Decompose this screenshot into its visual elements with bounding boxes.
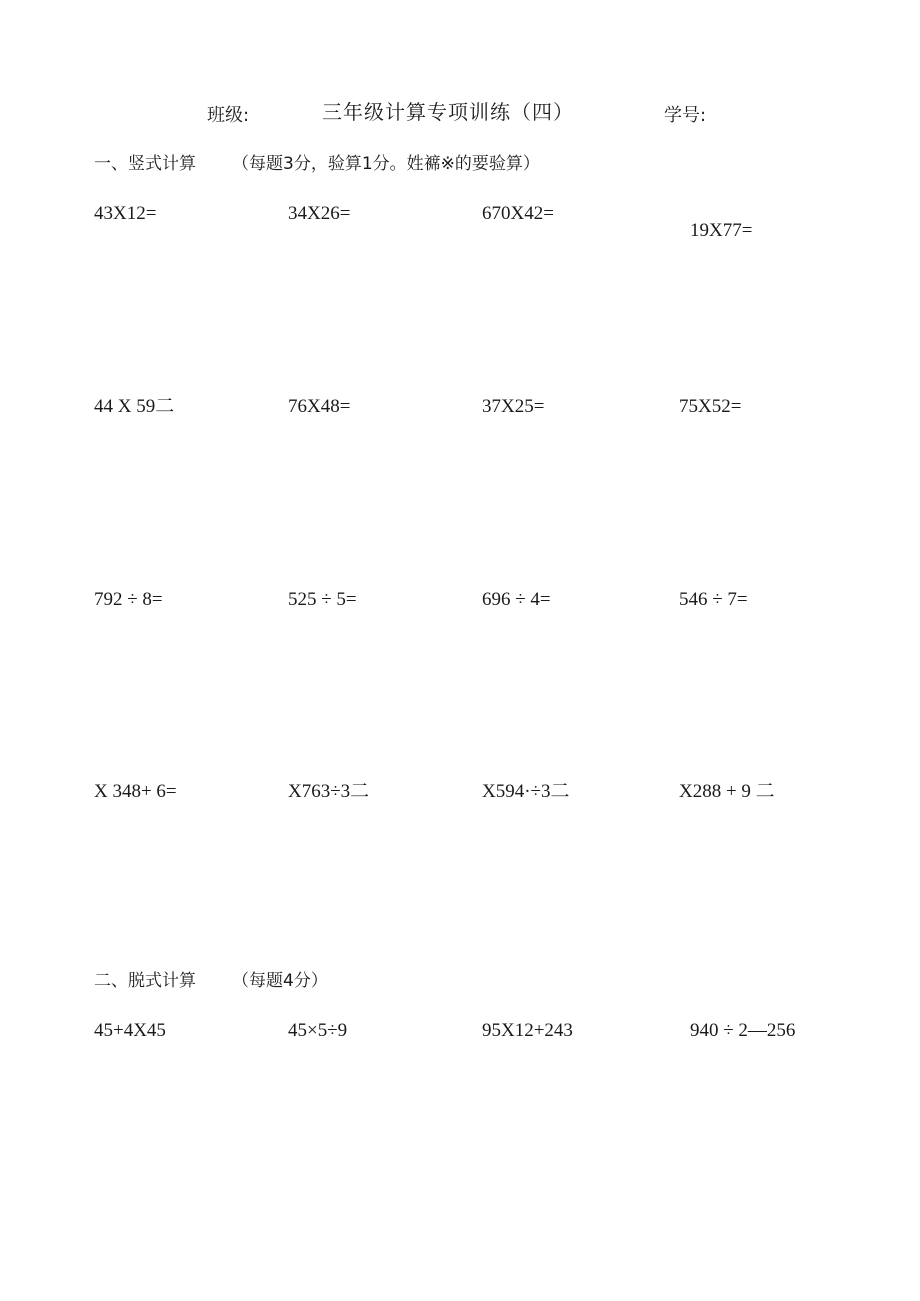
student-number-label: 学号: (664, 105, 707, 126)
section2-heading: 二、脱式计算 (94, 971, 196, 991)
problem-2-4: 940 ÷ 2—256 (690, 1020, 796, 1041)
problem-1-12: 546 ÷ 7= (679, 589, 748, 610)
section2-note: （每题4分） (232, 971, 328, 991)
problem-1-11: 696 ÷ 4= (482, 589, 551, 610)
problem-1-2: 34X26= (288, 203, 351, 224)
problem-1-5: 44 X 59二 (94, 396, 175, 417)
problem-2-3: 95X12+243 (482, 1020, 573, 1041)
problem-1-9: 792 ÷ 8= (94, 589, 163, 610)
class-label: 班级: (207, 105, 250, 126)
problem-1-14: X763÷3二 (288, 781, 370, 802)
problem-1-6: 76X48= (288, 396, 351, 417)
problem-1-3: 670X42= (482, 203, 554, 224)
problem-1-15: X594·÷3二 (482, 781, 570, 802)
problem-1-1: 43X12= (94, 203, 157, 224)
problem-1-7: 37X25= (482, 396, 545, 417)
problem-1-13: X 348+ 6= (94, 781, 177, 802)
section1-heading: 一、竖式计算 (94, 154, 196, 174)
problem-2-2: 45×5÷9 (288, 1020, 348, 1041)
problem-1-10: 525 ÷ 5= (288, 589, 357, 610)
problem-1-8: 75X52= (679, 396, 742, 417)
problem-1-16: X288 + 9 二 (679, 781, 775, 802)
problem-2-1: 45+4X45 (94, 1020, 166, 1041)
section1-note: （每题3分，验算1分。姓褯※的要验算） (232, 154, 540, 174)
page-title: 三年级计算专项训练（四） (322, 100, 574, 124)
problem-1-4: 19X77= (690, 220, 753, 241)
